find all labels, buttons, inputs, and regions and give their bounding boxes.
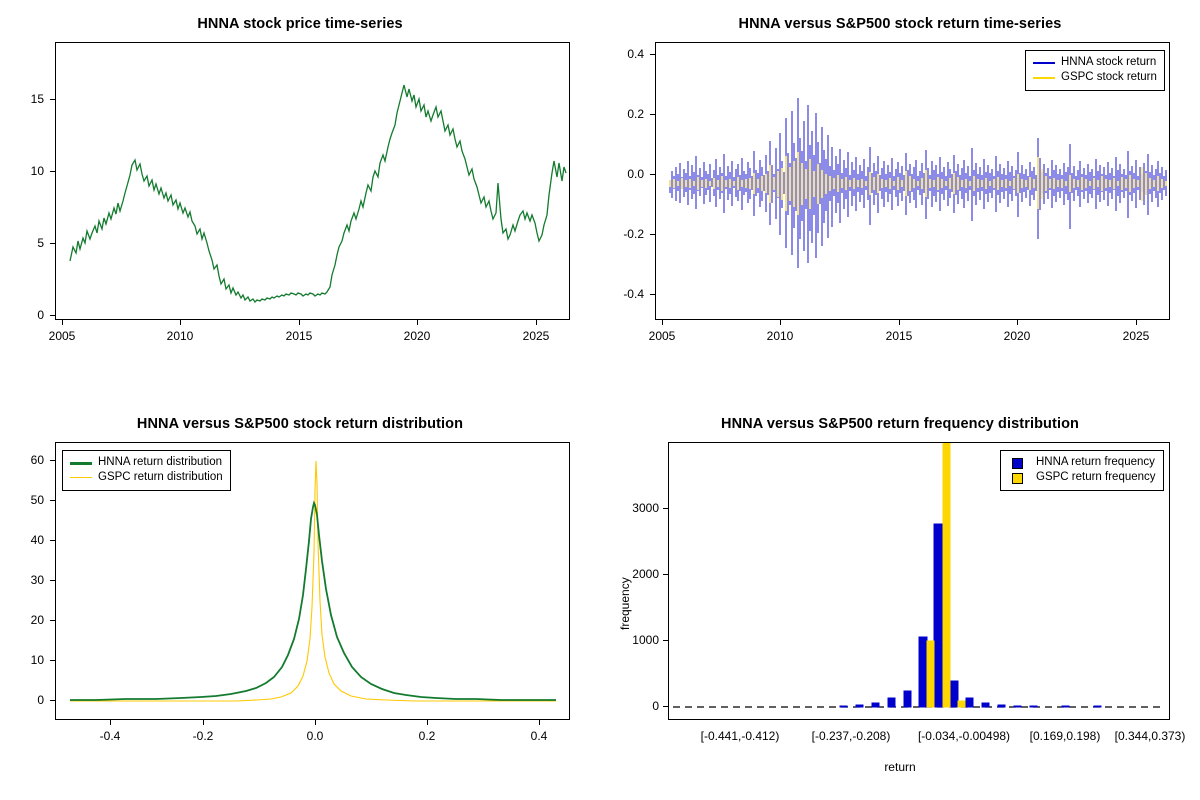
xtick-mark xyxy=(62,320,63,325)
legend-key-line-icon xyxy=(70,458,92,468)
ytick-label: 0 xyxy=(37,693,44,707)
ytick-label: 30 xyxy=(30,573,44,587)
xtick-label: -0.2 xyxy=(192,729,214,743)
xtick-label: 2025 xyxy=(1122,329,1150,343)
xtick-label: 2010 xyxy=(766,329,794,343)
ytick-mark xyxy=(50,700,55,701)
plot-area-price-series xyxy=(55,42,570,320)
ytick-mark xyxy=(50,460,55,461)
ytick-label: 20 xyxy=(30,613,44,627)
legend-label: HNNA return frequency xyxy=(1036,456,1155,468)
yaxis-title-frequency: frequency xyxy=(618,577,632,630)
xtick-label: 2005 xyxy=(648,329,676,343)
ytick-label: 60 xyxy=(30,453,44,467)
legend-item-hnna-density xyxy=(70,455,223,470)
ytick-label: 1000 xyxy=(632,633,659,647)
ytick-mark xyxy=(650,174,655,175)
xtick-label: 2010 xyxy=(166,329,194,343)
gspc-density-line xyxy=(70,461,556,701)
legend-return-frequency xyxy=(1000,450,1164,491)
legend-label: HNNA stock return xyxy=(1061,56,1157,68)
legend-key-box-icon xyxy=(1008,473,1030,483)
panel-title-price-series: HNNA stock price time-series xyxy=(197,16,403,32)
ytick-mark xyxy=(663,574,668,575)
xtick-mark xyxy=(203,720,204,725)
gspc-frequency-bars xyxy=(927,443,965,707)
ytick-mark xyxy=(650,234,655,235)
legend-item-gspc-return xyxy=(1033,70,1157,85)
hnna-frequency-bars xyxy=(840,524,1101,707)
xtick-mark xyxy=(427,720,428,725)
panel-return-frequency xyxy=(600,400,1200,800)
ytick-label: 0 xyxy=(652,699,659,713)
ytick-mark xyxy=(50,243,55,244)
ytick-mark xyxy=(50,540,55,541)
xtick-mark xyxy=(417,320,418,325)
ytick-label: -0.2 xyxy=(623,227,644,241)
ytick-label: 50 xyxy=(30,493,44,507)
panel-return-density xyxy=(0,400,600,800)
panel-title-return-density: HNNA versus S&P500 stock return distribution xyxy=(136,416,464,432)
legend-item-gspc-density xyxy=(70,470,223,485)
xtick-mark xyxy=(180,320,181,325)
ytick-label: 40 xyxy=(30,533,44,547)
price-series-svg xyxy=(56,43,569,319)
ytick-label: 0.4 xyxy=(627,47,644,61)
xtick-label: [-0.441,-0.412) xyxy=(700,729,780,743)
ytick-mark xyxy=(650,294,655,295)
legend-item-hnna-return xyxy=(1033,55,1157,70)
ytick-label: 0.0 xyxy=(627,167,644,181)
xtick-mark xyxy=(110,720,111,725)
ytick-mark xyxy=(650,54,655,55)
ytick-mark xyxy=(650,114,655,115)
ytick-label: 10 xyxy=(30,164,44,178)
xtick-label: 0.2 xyxy=(418,729,436,743)
ytick-mark xyxy=(50,315,55,316)
xtick-label: 2015 xyxy=(885,329,913,343)
legend-label: GSPC return distribution xyxy=(98,471,223,483)
ytick-mark xyxy=(663,640,668,641)
legend-key-box-icon xyxy=(1008,458,1030,468)
legend-label: HNNA return distribution xyxy=(98,456,222,468)
ytick-mark xyxy=(50,171,55,172)
xtick-mark xyxy=(299,320,300,325)
xtick-mark xyxy=(1017,320,1018,325)
ytick-label: 3000 xyxy=(632,501,659,515)
legend-key-line-icon xyxy=(1033,73,1055,83)
legend-label: GSPC return frequency xyxy=(1036,471,1156,483)
xtick-label: [0.344,0.373) xyxy=(1114,729,1186,743)
ytick-label: 0.2 xyxy=(627,107,644,121)
xtick-mark xyxy=(539,720,540,725)
legend-label: GSPC stock return xyxy=(1061,71,1157,83)
xtick-label: [-0.237,-0.208) xyxy=(811,729,891,743)
ytick-label: 2000 xyxy=(632,567,659,581)
xtick-label: [0.169,0.198) xyxy=(1029,729,1101,743)
panel-title-return-frequency: HNNA versus S&P500 return frequency distribution xyxy=(721,416,1079,432)
ytick-label: 15 xyxy=(30,92,44,106)
hnna-density-line xyxy=(70,503,556,700)
panel-price-series xyxy=(0,0,600,400)
xtick-mark xyxy=(315,720,316,725)
xtick-label: 2015 xyxy=(285,329,313,343)
xaxis-title-return: return xyxy=(884,760,916,774)
ytick-mark xyxy=(50,660,55,661)
xtick-label: [-0.034,-0.00498) xyxy=(917,729,1011,743)
legend-key-line-icon xyxy=(70,473,92,483)
ytick-label: 5 xyxy=(37,236,44,250)
hnna-price-line xyxy=(70,85,566,302)
ytick-mark xyxy=(50,500,55,501)
xtick-label: 2020 xyxy=(403,329,431,343)
xtick-label: 2005 xyxy=(48,329,76,343)
legend-item-gspc-frequency xyxy=(1008,470,1156,485)
xtick-label: 0.0 xyxy=(306,729,324,743)
ytick-mark xyxy=(50,620,55,621)
xtick-mark xyxy=(1136,320,1137,325)
xtick-mark xyxy=(780,320,781,325)
ytick-label: -0.4 xyxy=(623,287,644,301)
xtick-label: 2020 xyxy=(1003,329,1031,343)
ytick-label: 10 xyxy=(30,653,44,667)
panel-return-series xyxy=(600,0,1200,400)
legend-return-series xyxy=(1025,50,1165,91)
ytick-label: 0 xyxy=(37,308,44,322)
ytick-mark xyxy=(663,706,668,707)
xtick-mark xyxy=(662,320,663,325)
legend-item-hnna-frequency xyxy=(1008,455,1156,470)
xtick-label: -0.4 xyxy=(99,729,121,743)
ytick-mark xyxy=(50,99,55,100)
xtick-label: 2025 xyxy=(522,329,550,343)
ytick-mark xyxy=(50,580,55,581)
legend-return-density xyxy=(62,450,231,491)
ytick-mark xyxy=(663,508,668,509)
panel-title-return-series: HNNA versus S&P500 stock return time-series xyxy=(738,16,1062,32)
xtick-mark xyxy=(899,320,900,325)
legend-key-line-icon xyxy=(1033,58,1055,68)
xtick-mark xyxy=(536,320,537,325)
xtick-label: 0.4 xyxy=(530,729,548,743)
